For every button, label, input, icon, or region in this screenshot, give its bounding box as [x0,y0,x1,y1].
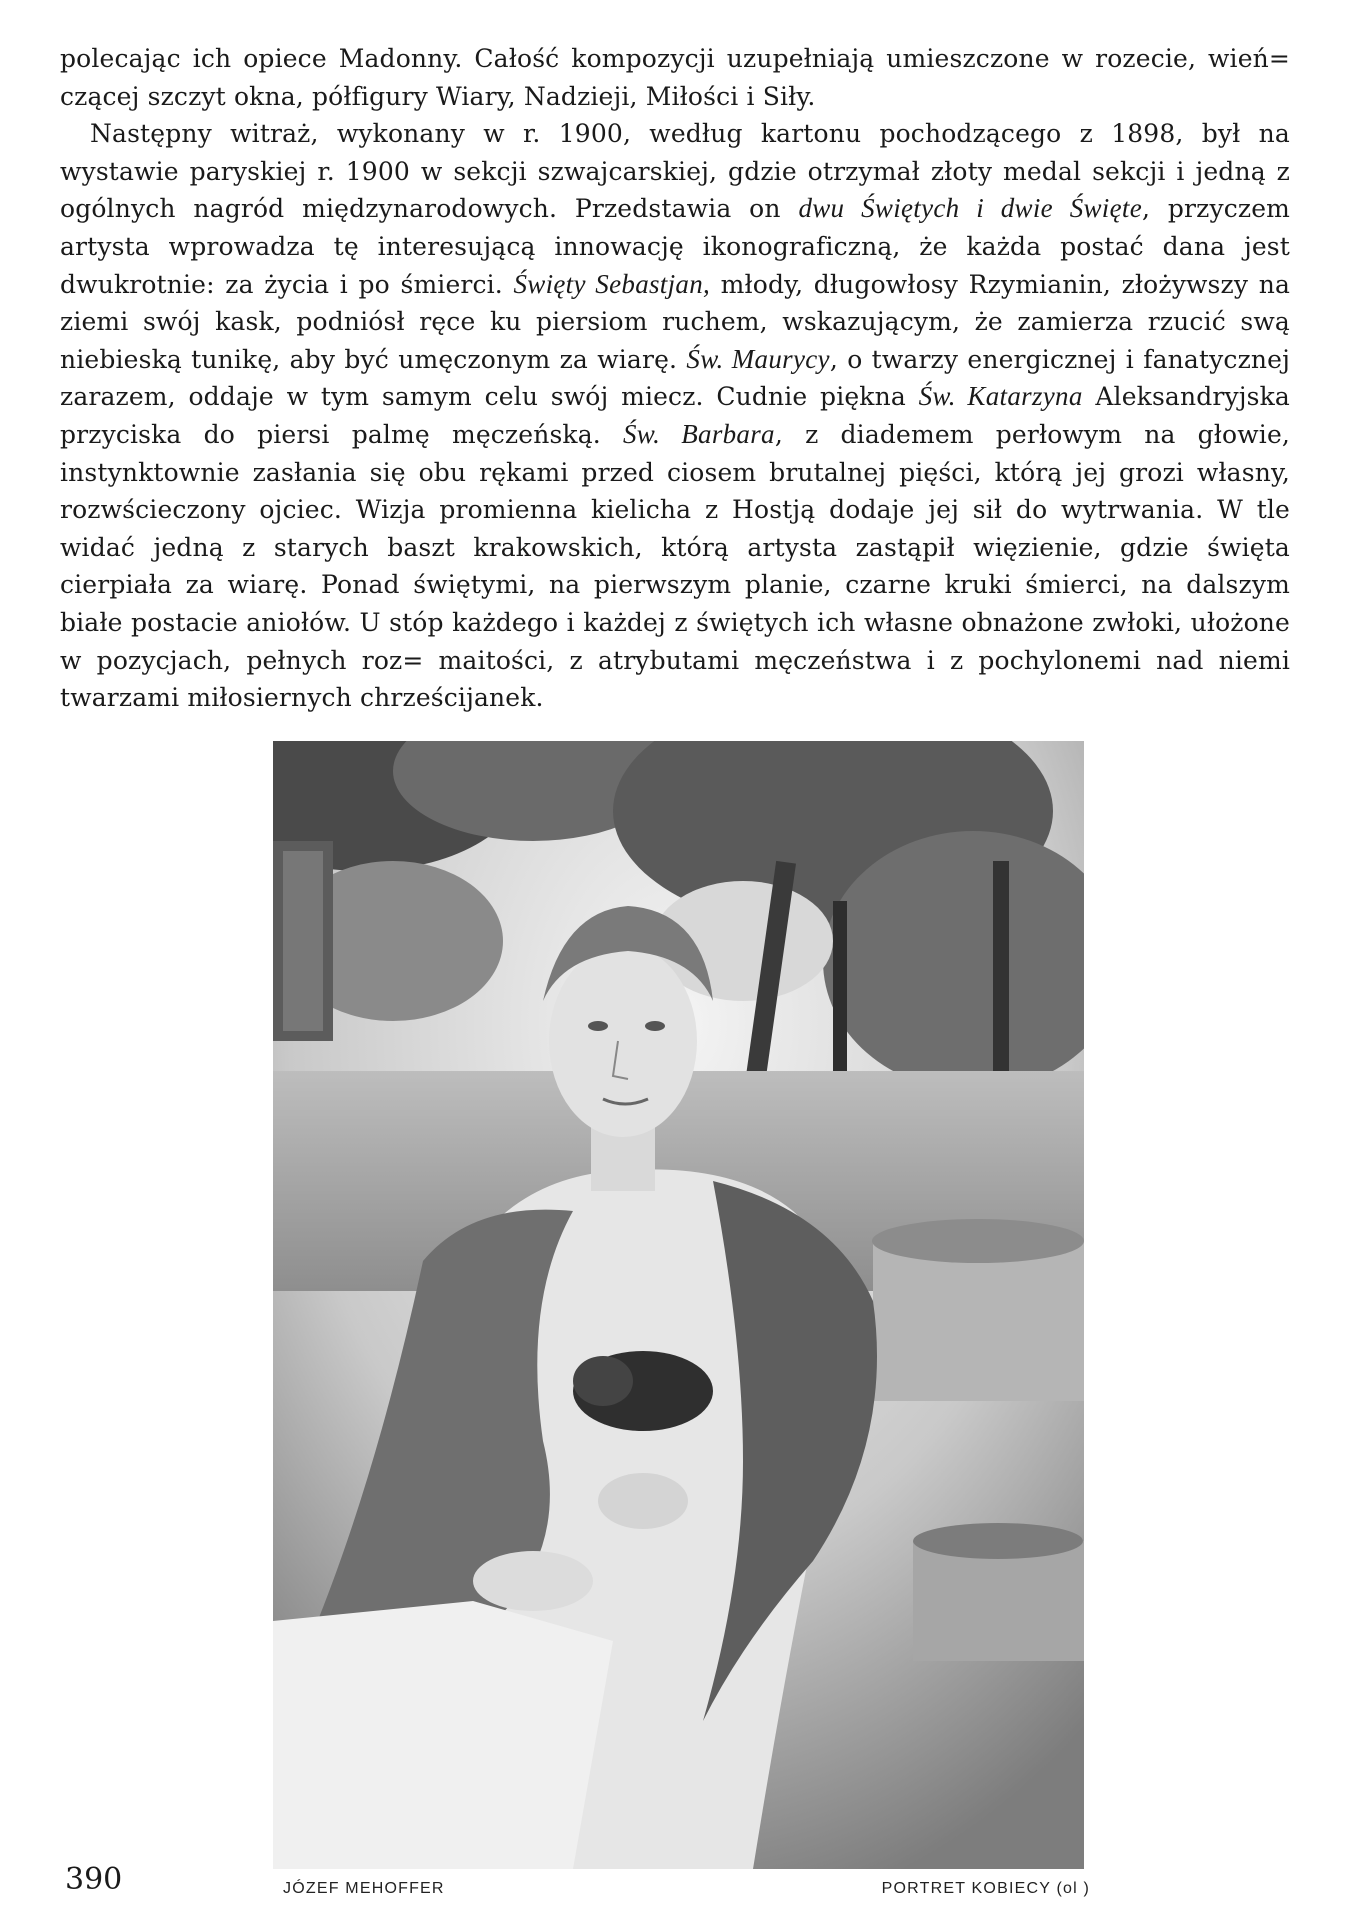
text-run: , z diademem perłowym na głowie, instynktownie zasłania się obu rękami przed ciosem brutalnej pięści, którą jej grozi własny, rozwścieczony ojciec. Wizja promienna kielicha z Hostją dodaje jej sił do wytrwania. W tle widać jedną z starych baszt krakowskich, którą artysta zastąpił więzienie, gdzie święta cierpiała za wiarę. Ponad świętymi, na pierwszym planie, czarne kruki śmierci, na dalszym białe postacie aniołów. U stóp każdego i każdej z świętych ich własne obnażone zwłoki, ułożone w pozycjach, pełnych roz= maitości, z atrybutami męczeństwa i z pochylonemi nad niemi twarzami miłosiernych chrześcijanek. [60,419,1290,713]
portrait-illustration [273,741,1084,1869]
text-run: młody, długowłosy Rzymianin, złożywszy na ziemi swój kask, podniósł ręce ku piersiom ruchem, wskazującym, że zamierza rzucić swą niebieską tunikę, aby być umęczonym za wiarę. [60,269,1290,374]
italic-phrase: Św. Barbara [623,418,775,449]
italic-phrase: Święty Sebastjan, [513,268,711,299]
text-run: , o twarzy energicznej i fanatycznej zarazem, oddaje w tym samym celu swój miecz. Cudnie piękna [60,344,1291,412]
portrait-painting [273,741,1084,1869]
text-run: Aleksandryjska przyciska do piersi palmę męczeńską. [60,382,1290,449]
body-text [60,40,1290,717]
figure-caption-title: PORTRET KOBIECY (ol ) [881,1880,1090,1897]
text-run: polecając ich opiece Madonny. Całość kompozycji uzupełniają umieszczone w rozecie, wień= czącej szczyt okna, półfigury Wiary, Nadzieji, Miłości i Siły. [60,44,1290,111]
italic-phrase: Św. Katarzyna [918,381,1083,412]
page-number: 390 [65,1862,123,1897]
figure-caption-author: JÓZEF MEHOFFER [283,1880,445,1897]
paragraph-1 [60,40,1290,115]
text-run: , przyczem artysta wprowadza tę interesującą innowację ikonograficzną, że każda postać dana jest dwukrotnie: za życia i po śmierci. [60,194,1290,299]
paragraph-2 [60,115,1290,717]
italic-phrase: dwu Świętych i dwie Święte [798,193,1142,224]
text-run: Następny witraż, wykonany w r. 1900, według kartonu pochodzącego z 1898, był na wystawie paryskiej r. 1900 w sekcji szwajcarskiej, gdzie otrzymał złoty medal sekcji i jedną z ogólnych nagród międzynarodowych. Przedstawia on [60,119,1290,224]
italic-phrase: Św. Maurycy [686,343,830,374]
